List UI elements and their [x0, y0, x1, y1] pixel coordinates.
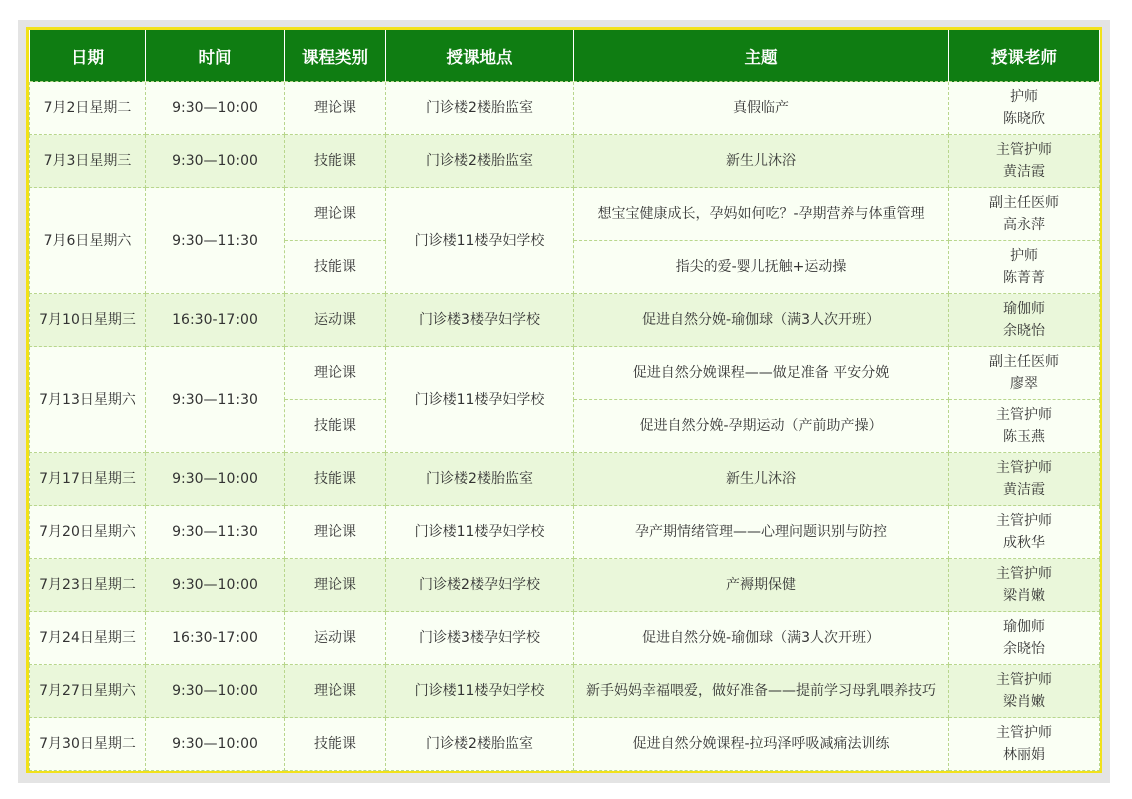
- table-row: [30, 718, 1100, 771]
- cell-time: 9:30—11:30: [146, 506, 285, 559]
- cell-category: 理论课: [285, 188, 386, 241]
- teacher-name: 陈菁菁: [1003, 270, 1045, 286]
- teacher-title: 主管护师: [996, 725, 1052, 741]
- cell-time: 9:30—10:00: [146, 82, 285, 135]
- teacher-title: 护师: [1010, 248, 1038, 264]
- cell-date: 7月2日星期二: [30, 82, 146, 135]
- cell-date: 7月30日星期二: [30, 718, 146, 771]
- cell-date: 7月23日星期二: [30, 559, 146, 612]
- cell-date: 7月13日星期六: [30, 347, 146, 453]
- teacher-title: 护师: [1010, 89, 1038, 105]
- header-row: [30, 30, 1100, 82]
- cell-date: 7月3日星期三: [30, 135, 146, 188]
- topic-text: 想宝宝健康成长，孕妈如何吃？-孕期营养与体重管理: [597, 206, 925, 222]
- table-row: [30, 294, 1100, 347]
- cell-topic: [574, 188, 949, 241]
- cell-time: 9:30—10:00: [146, 665, 285, 718]
- cell-category: 技能课: [285, 718, 386, 771]
- cell-location: 门诊楼2楼孕妇学校: [386, 559, 574, 612]
- cell-date: 7月6日星期六: [30, 188, 146, 294]
- cell-category: 理论课: [285, 347, 386, 400]
- table-row: [30, 453, 1100, 506]
- cell-location: 门诊楼11楼孕妇学校: [386, 506, 574, 559]
- teacher-title: 主管护师: [996, 513, 1052, 529]
- cell-category: 技能课: [285, 453, 386, 506]
- cell-time: 9:30—10:00: [146, 559, 285, 612]
- teacher-title: 主管护师: [996, 407, 1052, 423]
- cell-topic: 促进自然分娩-瑜伽球（满3人次开班）: [574, 612, 949, 665]
- teacher-name: 梁肖嫩: [1003, 588, 1045, 604]
- cell-location: 门诊楼11楼孕妇学校: [386, 188, 574, 294]
- teacher-title: 瑜伽师: [1003, 619, 1045, 635]
- cell-location: 门诊楼11楼孕妇学校: [386, 665, 574, 718]
- cell-teacher: [949, 347, 1100, 400]
- teacher-name: 林丽娟: [1003, 747, 1045, 763]
- teacher-name: 廖翠: [1010, 376, 1038, 392]
- cell-teacher: [949, 294, 1100, 347]
- teacher-title: 主管护师: [996, 142, 1052, 158]
- cell-category: 理论课: [285, 82, 386, 135]
- cell-date: 7月20日星期六: [30, 506, 146, 559]
- cell-date: 7月17日星期三: [30, 453, 146, 506]
- cell-topic: 促进自然分娩课程-拉玛泽呼吸减痛法训练: [574, 718, 949, 771]
- cell-topic: 促进自然分娩-孕期运动（产前助产操）: [574, 400, 949, 453]
- cell-teacher: [949, 718, 1100, 771]
- teacher-name: 陈晓欣: [1003, 111, 1045, 127]
- cell-teacher: [949, 453, 1100, 506]
- table-row: [30, 506, 1100, 559]
- table-row: [30, 82, 1100, 135]
- teacher-name: 黄洁霞: [1003, 164, 1045, 180]
- header-teacher: 授课老师: [949, 30, 1100, 82]
- header-date: 日期: [30, 30, 146, 82]
- cell-teacher: [949, 241, 1100, 294]
- cell-location: 门诊楼2楼胎监室: [386, 135, 574, 188]
- cell-topic: 指尖的爱-婴儿抚触+运动操: [574, 241, 949, 294]
- cell-time: 9:30—10:00: [146, 453, 285, 506]
- cell-topic: [574, 665, 949, 718]
- cell-topic: 孕产期情绪管理——心理问题识别与防控: [574, 506, 949, 559]
- cell-teacher: [949, 135, 1100, 188]
- teacher-title: 主管护师: [996, 460, 1052, 476]
- cell-date: 7月24日星期三: [30, 612, 146, 665]
- cell-location: 门诊楼2楼胎监室: [386, 718, 574, 771]
- header-category: 课程类别: [285, 30, 386, 82]
- header-topic: 主题: [574, 30, 949, 82]
- cell-topic: 真假临产: [574, 82, 949, 135]
- cell-time: 9:30—11:30: [146, 347, 285, 453]
- cell-topic: 新生儿沐浴: [574, 453, 949, 506]
- cell-category: 理论课: [285, 559, 386, 612]
- cell-time: 16:30-17:00: [146, 294, 285, 347]
- table-row: [30, 559, 1100, 612]
- cell-topic: 促进自然分娩-瑜伽球（满3人次开班）: [574, 294, 949, 347]
- table-row: [30, 665, 1100, 718]
- cell-teacher: [949, 612, 1100, 665]
- cell-teacher: [949, 506, 1100, 559]
- cell-topic: 新生儿沐浴: [574, 135, 949, 188]
- table-row: [30, 612, 1100, 665]
- course-schedule-table: [29, 30, 1100, 771]
- cell-time: 9:30—10:00: [146, 718, 285, 771]
- teacher-title: 副主任医师: [989, 195, 1059, 211]
- table-row: [30, 347, 1100, 400]
- cell-location: 门诊楼3楼孕妇学校: [386, 612, 574, 665]
- cell-category: 理论课: [285, 665, 386, 718]
- teacher-title: 主管护师: [996, 566, 1052, 582]
- cell-category: 技能课: [285, 241, 386, 294]
- teacher-name: 余晓怡: [1003, 323, 1045, 339]
- teacher-name: 陈玉燕: [1003, 429, 1045, 445]
- cell-category: 技能课: [285, 135, 386, 188]
- cell-date: 7月10日星期三: [30, 294, 146, 347]
- cell-category: 技能课: [285, 400, 386, 453]
- table-row: [30, 135, 1100, 188]
- cell-category: 运动课: [285, 294, 386, 347]
- cell-location: 门诊楼2楼胎监室: [386, 453, 574, 506]
- cell-location: 门诊楼3楼孕妇学校: [386, 294, 574, 347]
- teacher-name: 高永萍: [1003, 217, 1045, 233]
- cell-teacher: [949, 188, 1100, 241]
- teacher-name: 黄洁霞: [1003, 482, 1045, 498]
- header-location: 授课地点: [386, 30, 574, 82]
- cell-time: 16:30-17:00: [146, 612, 285, 665]
- cell-date: 7月27日星期六: [30, 665, 146, 718]
- teacher-name: 成秋华: [1003, 535, 1045, 551]
- cell-teacher: [949, 400, 1100, 453]
- teacher-name: 余晓怡: [1003, 641, 1045, 657]
- header-time: 时间: [146, 30, 285, 82]
- cell-time: 9:30—10:00: [146, 135, 285, 188]
- cell-teacher: [949, 559, 1100, 612]
- topic-text: 新手妈妈幸福喂爱，做好准备——提前学习母乳喂养技巧: [586, 683, 936, 699]
- cell-location: 门诊楼11楼孕妇学校: [386, 347, 574, 453]
- cell-teacher: [949, 665, 1100, 718]
- cell-teacher: [949, 82, 1100, 135]
- cell-category: 运动课: [285, 612, 386, 665]
- teacher-title: 主管护师: [996, 672, 1052, 688]
- table-row: [30, 188, 1100, 241]
- teacher-title: 瑜伽师: [1003, 301, 1045, 317]
- cell-category: 理论课: [285, 506, 386, 559]
- cell-location: 门诊楼2楼胎监室: [386, 82, 574, 135]
- cell-topic: 促进自然分娩课程——做足准备 平安分娩: [574, 347, 949, 400]
- cell-time: 9:30—11:30: [146, 188, 285, 294]
- cell-topic: 产褥期保健: [574, 559, 949, 612]
- teacher-title: 副主任医师: [989, 354, 1059, 370]
- teacher-name: 梁肖嫩: [1003, 694, 1045, 710]
